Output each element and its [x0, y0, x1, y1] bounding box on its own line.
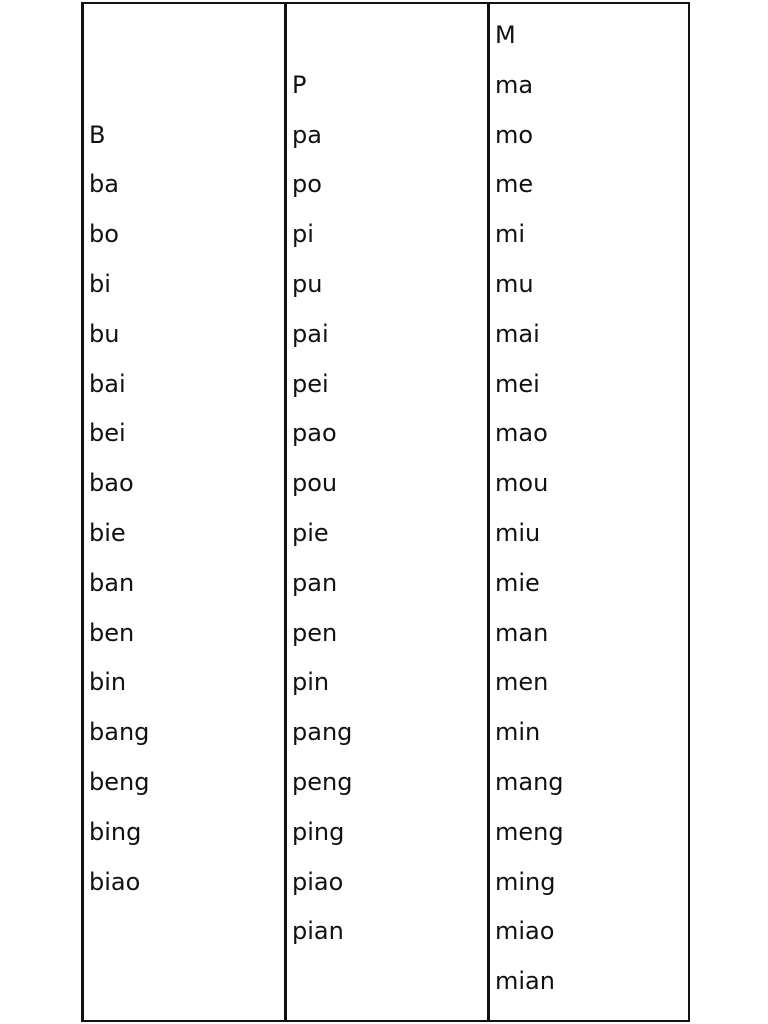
syllable-cell: biao [89, 867, 141, 896]
syllable-cell: bei [89, 419, 126, 448]
syllable-cell: bao [89, 469, 134, 498]
syllable-cell: bing [89, 817, 142, 846]
syllable-cell: pou [292, 469, 338, 498]
column-m [495, 4, 690, 1020]
syllable-cell: mu [495, 270, 534, 298]
syllable-cell: mo [495, 120, 534, 149]
syllable-cell: ben [89, 618, 135, 647]
syllable-cell: miao [495, 917, 555, 946]
syllable-cell: miu [495, 519, 541, 547]
syllable-cell: ban [89, 568, 135, 597]
syllable-cell: mi [495, 220, 526, 249]
syllable-cell: bai [89, 369, 126, 398]
column-header-m: M [495, 21, 516, 49]
syllable-cell: pen [292, 618, 338, 647]
syllable-cell: mai [495, 319, 540, 348]
syllable-cell: beng [89, 768, 150, 796]
syllable-cell: mei [495, 369, 540, 398]
syllable-cell: bie [89, 519, 126, 547]
column-header-p: P [292, 70, 307, 99]
pinyin-table [81, 2, 690, 1022]
column-p [292, 4, 487, 1020]
syllable-cell: pin [292, 668, 330, 697]
syllable-cell: men [495, 668, 549, 697]
syllable-cell: bi [89, 270, 111, 298]
column-b [89, 4, 284, 1020]
syllable-cell: pian [292, 917, 344, 946]
syllable-cell: mian [495, 967, 555, 996]
syllable-cell: pu [292, 270, 323, 298]
syllable-cell: pang [292, 718, 353, 747]
syllable-cell: mou [495, 469, 549, 498]
syllable-cell: bin [89, 668, 127, 697]
syllable-cell: man [495, 618, 549, 647]
syllable-cell: bu [89, 319, 120, 348]
syllable-cell: bang [89, 718, 150, 747]
syllable-cell: pa [292, 120, 322, 149]
syllable-cell: mie [495, 568, 540, 597]
syllable-cell: mao [495, 419, 548, 448]
syllable-cell: ma [495, 70, 534, 99]
syllable-cell: pan [292, 568, 338, 597]
syllable-cell: pi [292, 220, 314, 249]
syllable-cell: po [292, 170, 322, 199]
syllable-cell: pie [292, 519, 329, 547]
syllable-cell: pei [292, 369, 329, 398]
syllable-cell: mang [495, 768, 564, 796]
column-divider [487, 4, 490, 1020]
syllable-cell: ping [292, 817, 345, 846]
column-divider [284, 4, 287, 1020]
syllable-cell: peng [292, 768, 353, 796]
syllable-cell: me [495, 170, 534, 199]
syllable-cell: piao [292, 867, 344, 896]
column-header-b: B [89, 120, 106, 149]
syllable-cell: ba [89, 170, 119, 199]
syllable-cell: meng [495, 817, 564, 846]
syllable-cell: ming [495, 867, 556, 896]
syllable-cell: bo [89, 220, 119, 249]
syllable-cell: pao [292, 419, 337, 448]
syllable-cell: pai [292, 319, 329, 348]
syllable-cell: min [495, 718, 541, 747]
